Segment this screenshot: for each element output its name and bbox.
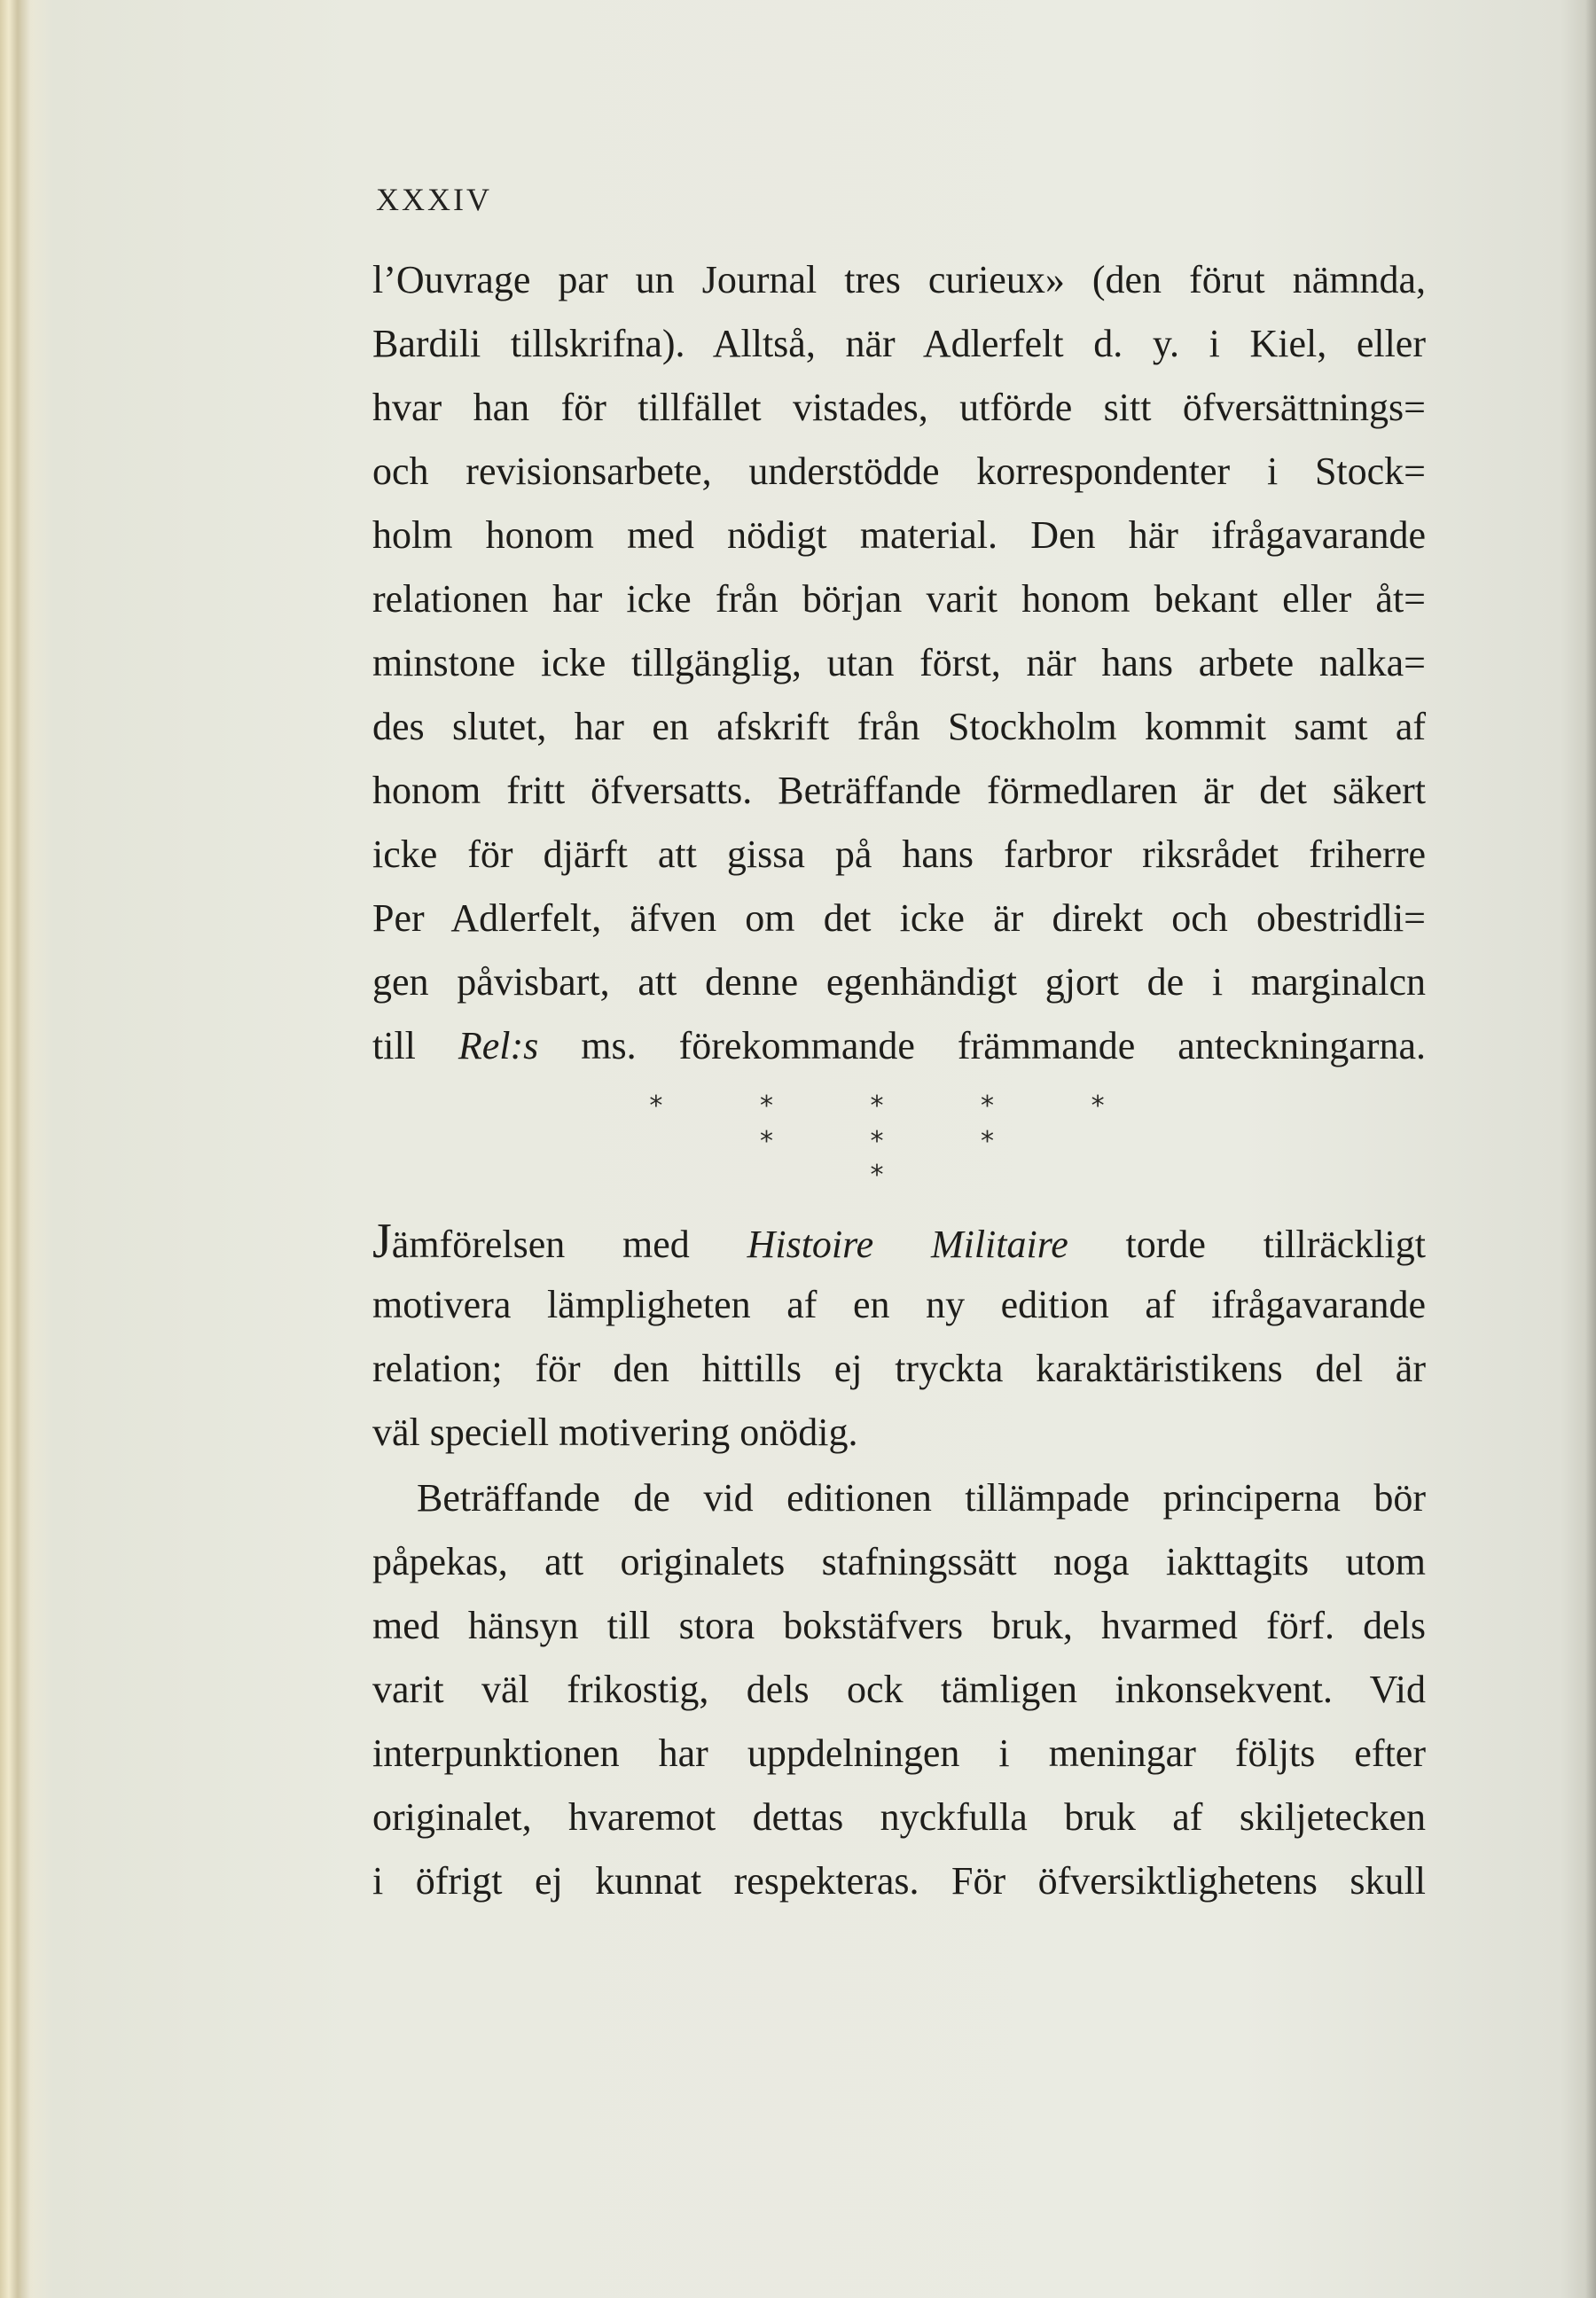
text-line: med hänsyn till stora bokstäfvers bruk, hvarmed förf. dels [372,1604,1426,1647]
text-line: l’Ouvrage par un Journal tres curieux» (den förut nämnda, [372,258,1426,301]
drop-cap: J [372,1214,392,1269]
asterism-row-1: * * * * * [649,1090,1149,1122]
text-line: påpekas, att originalets stafningssätt noga iakttagits utom [372,1540,1426,1583]
text-line: interpunktionen har uppdelningen i meningar följts efter [372,1731,1426,1775]
line-prefix: till [372,1024,458,1067]
text-line: hvar han för tillfället vistades, utförde sitt öfversättnings= [372,386,1426,429]
text-line: Beträffande de vid editionen tillämpade principerna bör [417,1476,1426,1520]
line-suffix: ms. förekommande främmande anteckningarna. [538,1024,1427,1067]
text-line: holm honom med nödigt material. Den här ifrågavarande [372,513,1426,557]
text-line-last [372,1018,1426,1075]
text-line: varit väl frikostig, dels ock tämligen inkonsekvent. Vid [372,1668,1426,1711]
text-line: motivera lämpligheten af en ny edition af ifrågavarande [372,1283,1426,1326]
italic-title: Histoire Militaire [747,1223,1068,1266]
page-number: XXXIV [376,182,492,217]
asterism-row-2: * * * [759,1126,1039,1157]
line-end: torde tillräckligt [1068,1223,1426,1266]
page-binding-edge [0,0,35,2298]
text-line: relation; för den hittills ej tryckta karaktäristikens del är [372,1347,1426,1390]
text-line: relationen har icke från början varit honom bekant eller åt= [372,577,1426,621]
text-line-dropcap [372,1213,1426,1270]
asterism-row-3: * [870,1160,928,1191]
text-line: honom fritt öfversatts. Beträffande förmedlaren är det säkert [372,769,1426,812]
text-line: minstone icke tillgänglig, utan först, när hans arbete nalka= [372,641,1426,684]
text-line: i öfrigt ej kunnat respekteras. För öfversiktlighetens skull [372,1859,1426,1903]
italic-reference: Rel:s [458,1024,539,1067]
line-start: ämförelsen med [391,1223,747,1266]
text-line: Bardili tillskrifna). Alltså, när Adlerfelt d. y. i Kiel, eller [372,322,1426,365]
page-right-edge [1585,0,1596,2298]
text-line: väl speciell motivering onödig. [372,1411,858,1454]
text-line: des slutet, har en afskrift från Stockholm kommit samt af [372,705,1426,748]
text-line: originalet, hvaremot dettas nyckfulla bruk af skiljetecken [372,1795,1426,1839]
text-line: gen påvisbart, att denne egenhändigt gjort de i marginalcn [372,960,1426,1004]
text-line: och revisionsarbete, understödde korrespondenter i Stock= [372,449,1426,493]
text-line: icke för djärft att gissa på hans farbror riksrådet friherre [372,832,1426,876]
text-line: Per Adlerfelt, äfven om det icke är direkt och obestridli= [372,896,1426,940]
